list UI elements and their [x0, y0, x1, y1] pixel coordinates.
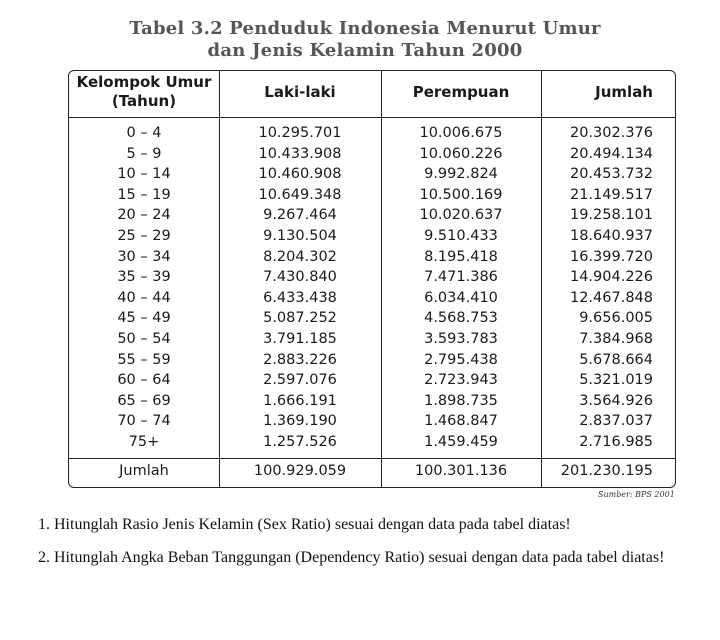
- total-cell: 19.258.101: [569, 207, 653, 224]
- table-row: [69, 228, 675, 249]
- total-cell: 14.904.226: [569, 269, 653, 286]
- male-cell: 10.460.908: [258, 166, 342, 183]
- age-group-cell: 70 – 74: [117, 413, 171, 430]
- male-cell: 1.369.190: [263, 413, 337, 430]
- table-row: [69, 290, 675, 311]
- female-cell: 8.195.418: [424, 248, 498, 265]
- male-cell: 10.433.908: [258, 145, 342, 162]
- total-cell: 2.716.985: [579, 434, 653, 450]
- table-title-line-1: Tabel 3.2 Penduduk Indonesia Menurut Umur: [129, 18, 601, 39]
- age-group-cell: 5 – 9: [126, 145, 162, 162]
- female-cell: 10.020.637: [419, 207, 503, 224]
- female-cell: 10.006.675: [419, 125, 503, 141]
- male-cell: 1.257.526: [263, 434, 337, 450]
- total-cell: 7.384.968: [579, 331, 653, 347]
- total-cell: 5.321.019: [579, 372, 653, 389]
- table-row: [69, 125, 675, 146]
- table-row: [69, 146, 675, 167]
- male-cell: 6.433.438: [263, 289, 337, 306]
- age-group-cell: 15 – 19: [117, 186, 171, 203]
- age-group-cell: 35 – 39: [117, 269, 171, 286]
- table-row: [69, 207, 675, 228]
- total-cell: 20.453.732: [569, 166, 653, 183]
- header-divider: [69, 117, 675, 118]
- male-cell: 2.597.076: [263, 372, 337, 389]
- age-group-cell: 20 – 24: [117, 207, 171, 224]
- female-cell: 9.992.824: [424, 166, 498, 183]
- age-group-cell: 50 – 54: [117, 331, 171, 347]
- female-cell: 7.471.386: [424, 269, 498, 286]
- header-female: Perempuan: [412, 83, 510, 101]
- male-cell: 7.430.840: [263, 269, 337, 286]
- age-group-cell: 10 – 14: [117, 166, 171, 183]
- source-note: Sumber: BPS 2001: [598, 490, 675, 499]
- female-cell: 6.034.410: [424, 289, 498, 306]
- total-cell: 9.656.005: [579, 310, 653, 327]
- total-cell: 18.640.937: [569, 228, 653, 244]
- totals-total: 201.230.195: [560, 463, 653, 479]
- total-cell: 16.399.720: [569, 248, 653, 265]
- age-group-cell: 30 – 34: [117, 248, 171, 265]
- totals-label: Jumlah: [119, 463, 169, 479]
- table-row: [69, 187, 675, 208]
- total-cell: 20.494.134: [569, 145, 653, 162]
- female-cell: 2.795.438: [424, 351, 498, 368]
- male-cell: 10.649.348: [258, 186, 342, 203]
- female-cell: 9.510.433: [424, 228, 498, 244]
- table-row: [69, 393, 675, 414]
- table-row: [69, 249, 675, 270]
- total-cell: 5.678.664: [579, 351, 653, 368]
- population-table: [68, 70, 676, 488]
- table-title-line-2: dan Jenis Kelamin Tahun 2000: [207, 40, 523, 61]
- age-group-cell: 60 – 64: [117, 372, 171, 389]
- female-cell: 1.459.459: [424, 434, 498, 450]
- total-cell: 3.564.926: [579, 392, 653, 409]
- age-group-cell: 45 – 49: [117, 310, 171, 327]
- female-cell: 1.468.847: [424, 413, 498, 430]
- header-age-line-2: (Tahun): [111, 92, 177, 110]
- table-row: [69, 166, 675, 187]
- age-group-cell: 0 – 4: [126, 125, 162, 141]
- female-cell: 3.593.783: [424, 331, 498, 347]
- female-cell: 10.500.169: [419, 186, 503, 203]
- header-age-line-1: Kelompok Umur: [76, 73, 212, 91]
- total-cell: 12.467.848: [569, 289, 653, 306]
- header-total: Jumlah: [595, 83, 653, 101]
- female-cell: 4.568.753: [424, 310, 498, 327]
- question-2: 2. Hitunglah Angka Beban Tanggungan (Dependency Ratio) sesuai dengan data pada tabel diatas!: [38, 549, 665, 566]
- header-age-group: [69, 73, 219, 111]
- female-cell: 1.898.735: [424, 392, 498, 409]
- table-row: [69, 413, 675, 434]
- age-group-cell: 40 – 44: [117, 289, 171, 306]
- male-cell: 5.087.252: [263, 310, 337, 327]
- total-cell: 2.837.037: [579, 413, 653, 430]
- female-cell: 2.723.943: [424, 372, 498, 389]
- total-cell: 21.149.517: [569, 186, 653, 203]
- totals-male: 100.929.059: [253, 463, 347, 479]
- totals-female: 100.301.136: [414, 463, 508, 479]
- age-group-cell: 65 – 69: [117, 392, 171, 409]
- male-cell: 8.204.302: [263, 248, 337, 265]
- table-row: [69, 269, 675, 290]
- table-row: [69, 372, 675, 393]
- male-cell: 10.295.701: [258, 125, 342, 141]
- header-male: Laki-laki: [264, 83, 336, 101]
- total-cell: 20.302.376: [569, 125, 653, 141]
- age-group-cell: 55 – 59: [117, 351, 171, 368]
- age-group-cell: 25 – 29: [117, 228, 171, 244]
- age-group-cell: 75+: [128, 434, 160, 450]
- table-row: [69, 310, 675, 331]
- male-cell: 1.666.191: [263, 392, 337, 409]
- male-cell: 9.267.464: [263, 207, 337, 224]
- male-cell: 3.791.185: [263, 331, 337, 347]
- question-1: 1. Hitunglah Rasio Jenis Kelamin (Sex Ratio) sesuai dengan data pada tabel diatas!: [38, 516, 571, 533]
- male-cell: 2.883.226: [263, 351, 337, 368]
- male-cell: 9.130.504: [263, 228, 337, 244]
- female-cell: 10.060.226: [419, 145, 503, 162]
- total-divider: [69, 458, 675, 459]
- table-row: [69, 352, 675, 373]
- table-row: [69, 331, 675, 352]
- table-row: [69, 434, 675, 455]
